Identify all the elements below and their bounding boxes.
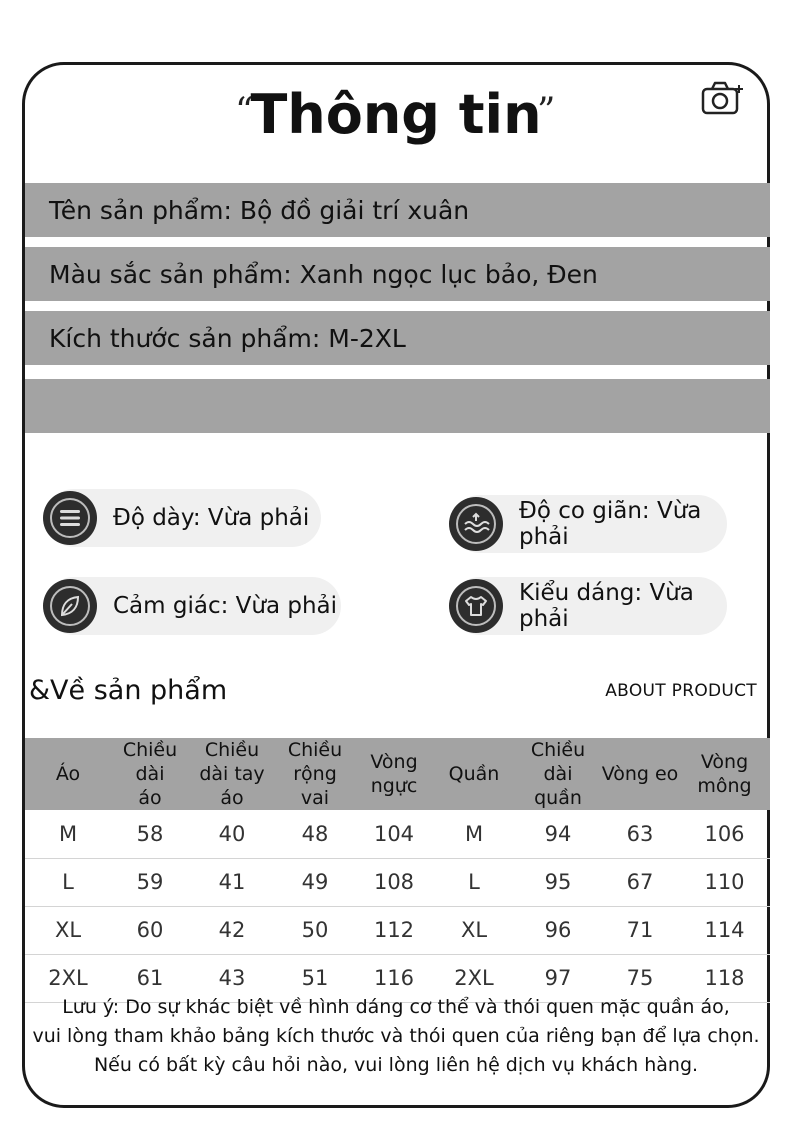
info-bar-label: Kích thước sản phẩm: M-2XL [49, 323, 406, 353]
info-bar-empty [25, 379, 770, 433]
table-cell: 42 [189, 906, 275, 954]
table-cell: 50 [275, 906, 355, 954]
table-cell: 49 [275, 858, 355, 906]
table-cell: 110 [679, 858, 770, 906]
table-cell: 51 [275, 954, 355, 1002]
table-header: Chiều dài tay áo [189, 738, 275, 810]
table-cell: 43 [189, 954, 275, 1002]
open-quote: “ [235, 91, 254, 132]
table-cell: L [433, 858, 515, 906]
table-cell: 97 [515, 954, 601, 1002]
info-bar-label: Tên sản phẩm: Bộ đồ giải trí xuân [49, 195, 470, 225]
table-cell: 95 [515, 858, 601, 906]
section-title: &Về sản phẩm [29, 675, 228, 706]
table-row [25, 906, 770, 954]
table-cell: XL [25, 906, 111, 954]
table-cell: 104 [355, 810, 433, 858]
table-cell: 112 [355, 906, 433, 954]
table-cell: M [433, 810, 515, 858]
table-cell: 96 [515, 906, 601, 954]
table-cell: 60 [111, 906, 189, 954]
table-cell: 48 [275, 810, 355, 858]
stretch-icon [449, 497, 503, 551]
note-line: Lưu ý: Do sự khác biệt về hình dáng cơ thể và thói quen mặc quần áo, [62, 996, 730, 1018]
note-line: vui lòng tham khảo bảng kích thước và thói quen của riêng bạn để lựa chọn. [32, 1025, 760, 1047]
table-cell: 114 [679, 906, 770, 954]
table-cell: 2XL [433, 954, 515, 1002]
table-cell: 118 [679, 954, 770, 1002]
section-subtitle: ABOUT PRODUCT [605, 681, 757, 701]
table-cell: 94 [515, 810, 601, 858]
table-header: Chiều dài quần [515, 738, 601, 810]
table-cell: L [25, 858, 111, 906]
attribute-feel [45, 577, 341, 635]
table-cell: M [25, 810, 111, 858]
table-cell: 67 [601, 858, 679, 906]
close-quote: ” [537, 91, 556, 132]
table-cell: 2XL [25, 954, 111, 1002]
product-info-card [22, 62, 770, 1108]
attribute-label: Cảm giác: Vừa phải [113, 593, 338, 619]
table-header: Vòng mông [679, 738, 770, 810]
attribute-label: Độ co giãn: Vừa phải [519, 498, 702, 550]
table-header: Chiều rộng vai [275, 738, 355, 810]
table-header: Vòng ngực [355, 738, 433, 810]
info-bar-label: Màu sắc sản phẩm: Xanh ngọc lục bảo, Đen [49, 259, 598, 289]
info-bar-product-name [25, 183, 770, 237]
info-bar-product-size [25, 311, 770, 365]
table-cell: 40 [189, 810, 275, 858]
attribute-elasticity [451, 495, 727, 553]
layers-icon [43, 491, 97, 545]
table-cell: 71 [601, 906, 679, 954]
table-cell: XL [433, 906, 515, 954]
table-header-row [25, 738, 770, 810]
leaf-icon [43, 579, 97, 633]
table-cell: 108 [355, 858, 433, 906]
care-note [25, 993, 767, 1080]
page-title: Thông tin [250, 83, 542, 146]
table-header: Quần [433, 738, 515, 810]
note-line: Nếu có bất kỳ câu hỏi nào, vui lòng liên hệ dịch vụ khách hàng. [93, 1054, 699, 1076]
table-header: Vòng eo [601, 738, 679, 810]
attribute-style [451, 577, 727, 635]
table-cell: 75 [601, 954, 679, 1002]
attribute-label: Kiểu dáng: Vừa phải [519, 580, 694, 632]
table-cell: 106 [679, 810, 770, 858]
table-header: Áo [25, 738, 111, 810]
table-cell: 116 [355, 954, 433, 1002]
table-cell: 58 [111, 810, 189, 858]
info-bar-product-color [25, 247, 770, 301]
table-row [25, 810, 770, 858]
title-row [25, 65, 767, 185]
tshirt-icon [449, 579, 503, 633]
table-row [25, 858, 770, 906]
table-cell: 63 [601, 810, 679, 858]
camera-plus-icon [701, 79, 745, 115]
size-table [25, 738, 770, 1003]
table-cell: 41 [189, 858, 275, 906]
table-cell: 61 [111, 954, 189, 1002]
attribute-label: Độ dày: Vừa phải [113, 505, 310, 531]
table-header: Chiều dài áo [111, 738, 189, 810]
table-cell: 59 [111, 858, 189, 906]
attribute-thickness [45, 489, 321, 547]
